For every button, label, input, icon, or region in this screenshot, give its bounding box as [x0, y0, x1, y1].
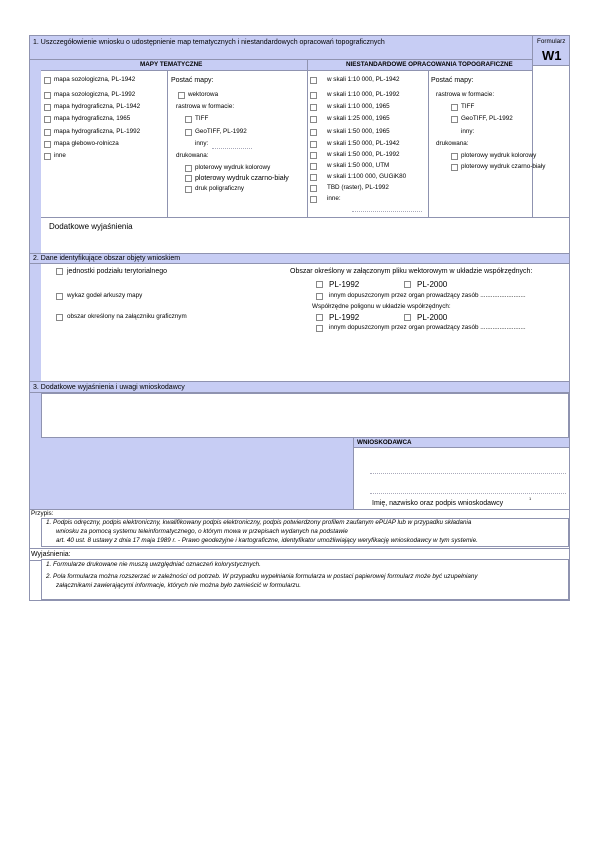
topo-tiff-label: TIFF [461, 103, 475, 110]
section3-header [30, 381, 569, 393]
checkbox-sheets[interactable] [56, 293, 63, 300]
topo-item: w skali 1:100 000, GUGiK80 [327, 173, 407, 180]
topo-item: w skali 1:25 000, 1965 [327, 115, 390, 122]
checkbox-maps-1[interactable] [44, 92, 51, 99]
checkbox-maps-2[interactable] [44, 104, 51, 111]
topo-item: w skali 1:10 000, PL-1942 [327, 76, 400, 83]
section2-title: 2. Dane identyfikujące obszar objęty wnioskiem [33, 255, 181, 262]
vline-topo-split [428, 71, 429, 217]
vline-mid [307, 71, 308, 217]
section1-header [30, 36, 532, 60]
maps-header: MAPY TEMATYCZNE [140, 61, 203, 68]
przypis-line-3: art. 40 ust. 8 ustawy z dnia 17 maja 1989 r. - Prawo geodezyjne i kartograficzne, identyfikator umożliwiający weryfikację wnioskodawcy w tym systemie. [56, 537, 478, 544]
checkbox-pl2000[interactable] [404, 281, 411, 288]
signature-line-2 [370, 493, 566, 494]
units-label: jednostki podziału terytorialnego [67, 268, 168, 275]
maps-header-cell [41, 60, 307, 71]
other-system-b-label: innym dopuszczonym przez organ prowadzący zasób .......................... [329, 324, 526, 331]
topo-plot-color-label: ploterowy wydruk kolorowy [461, 152, 537, 159]
topo-item: TBD (raster), PL-1992 [327, 184, 389, 191]
checkbox-topo-3[interactable] [310, 116, 317, 123]
signature-label: Imię, nazwisko oraz podpis wnioskodawcy [372, 500, 504, 507]
checkbox-units[interactable] [56, 268, 63, 275]
maps-other-label: inny: [195, 140, 209, 147]
pl2000-b-label: PL-2000 [417, 313, 448, 322]
checkbox-tiff[interactable] [185, 116, 192, 123]
left-margin-strip-3 [30, 393, 41, 438]
checkbox-maps-0[interactable] [44, 77, 51, 84]
topo-header-cell [307, 60, 532, 71]
section1-content-right [532, 66, 569, 217]
maps-plot-bw-label: ploterowy wydruk czarno-biały [195, 175, 289, 182]
przypis-title: Przypis: [31, 510, 54, 517]
topo-form-title: Postać mapy: [431, 77, 474, 84]
topo-item: w skali 1:50 000, 1965 [327, 128, 390, 135]
form-label: Formularz [537, 38, 566, 45]
checkbox-maps-6[interactable] [44, 153, 51, 160]
checkbox-attachment[interactable] [56, 314, 63, 321]
checkbox-topo-8[interactable] [310, 174, 317, 181]
wyjasnienia-line-1: 1. Formularze drukowane nie muszą uwzględniać oznaczeń kolorystycznych. [46, 561, 261, 568]
maps-raster-label: rastrowa w formacie: [176, 103, 235, 110]
checkbox-poly[interactable] [185, 186, 192, 193]
topo-other-label: inny: [461, 128, 475, 135]
checkbox-topo-0[interactable] [310, 77, 317, 84]
checkbox-maps-4[interactable] [44, 129, 51, 136]
signature-line-1 [370, 473, 566, 474]
topo-raster-label: rastrowa w formacie: [436, 91, 495, 98]
checkbox-pl1992[interactable] [316, 281, 323, 288]
polygon-coords-label: Współrzędne poligonu w układzie współrzędnych: [312, 303, 451, 310]
maps-item: mapa hydrograficzna, PL-1992 [54, 128, 141, 135]
checkbox-topo-plot-bw[interactable] [451, 164, 458, 171]
extra-explanations-label: Dodatkowe wyjaśnienia [49, 222, 133, 231]
other-system-label: innym dopuszczonym przez organ prowadzący zasób .......................... [329, 292, 526, 299]
section3-textarea[interactable] [41, 393, 569, 438]
topo-item: w skali 1:10 000, PL-1992 [327, 91, 400, 98]
maps-item: mapa sozologiczna, PL-1992 [54, 91, 136, 98]
maps-poly-label: druk poligraficzny [195, 185, 244, 192]
left-margin-strip-2 [30, 264, 41, 381]
maps-vector-label: wektorowa [188, 91, 219, 98]
topo-item: w skali 1:50 000, PL-1992 [327, 151, 400, 158]
maps-item: mapa sozologiczna, PL-1942 [54, 76, 136, 83]
pl2000-label: PL-2000 [417, 280, 448, 289]
applicant-left-area [30, 438, 353, 509]
maps-tiff-label: TIFF [195, 115, 209, 122]
topo-geotiff-label: GeoTIFF, PL-1992 [461, 115, 513, 122]
przypis-line-2: wniosku za pomocą systemu teleinformatycznego, o którym mowa w przepisach wydanych na podstawie [56, 528, 348, 535]
topo-item: inne: [327, 195, 341, 202]
checkbox-topo-4[interactable] [310, 129, 317, 136]
topo-item: w skali 1:50 000, UTM [327, 162, 390, 169]
checkbox-maps-3[interactable] [44, 116, 51, 123]
maps-item: mapa hydrograficzna, 1965 [54, 115, 131, 122]
checkbox-topo-5[interactable] [310, 141, 317, 148]
section3-title: 3. Dodatkowe wyjaśnienia i uwagi wnioskodawcy [33, 384, 185, 391]
maps-item: mapa hydrograficzna, PL-1942 [54, 103, 141, 110]
checkbox-other-system-b[interactable] [316, 325, 323, 332]
pl1992-label: PL-1992 [329, 280, 360, 289]
checkbox-topo-10[interactable] [310, 196, 317, 203]
checkbox-topo-geotiff[interactable] [451, 116, 458, 123]
pl1992-b-label: PL-1992 [329, 313, 360, 322]
checkbox-topo-6[interactable] [310, 152, 317, 159]
attachment-label: obszar określony na załączniku graficznym [67, 313, 187, 320]
checkbox-topo-2[interactable] [310, 104, 317, 111]
applicant-title: WNIOSKODAWCA [357, 439, 412, 446]
section1-title: 1. Uszczegółowienie wniosku o udostępnienie map tematycznych i niestandardowych opracowań topograficznych [33, 39, 385, 46]
extra-explanations-box[interactable] [41, 218, 569, 253]
checkbox-topo-tiff[interactable] [451, 104, 458, 111]
left-margin-strip [30, 60, 41, 253]
form-code: W1 [542, 48, 562, 63]
topo-other-field[interactable] [352, 211, 422, 212]
maps-form-title: Postać mapy: [171, 77, 214, 84]
section2-content [41, 264, 569, 381]
checkbox-geotiff[interactable] [185, 129, 192, 136]
checkbox-maps-5[interactable] [44, 141, 51, 148]
checkbox-pl2000-b[interactable] [404, 314, 411, 321]
checkbox-topo-plot-color[interactable] [451, 153, 458, 160]
topo-item: w skali 1:10 000, 1965 [327, 103, 390, 110]
checkbox-pl1992-b[interactable] [316, 314, 323, 321]
checkbox-plot-bw[interactable] [185, 175, 192, 182]
maps-other-field[interactable] [212, 148, 252, 149]
sheets-label: wykaz godeł arkuszy mapy [67, 292, 143, 299]
wyjasnienia-line-3: załącznikami zawierającymi informacje, których nie można było zamieścić w formularzu. [56, 582, 301, 589]
hline-przypis-top [30, 509, 569, 510]
maps-item: inne [54, 152, 66, 159]
checkbox-vector[interactable] [178, 92, 185, 99]
signature-footnote-mark: 1 [529, 496, 532, 501]
wyjasnienia-line-2: 2. Pola formularza można rozszerzać w zależności od potrzeb. W przypadku wypełniania formularza w postaci papierowej formularz może być uzupełniany [46, 573, 478, 580]
topo-plot-bw-label: ploterowy wydruk czarno-biały [461, 163, 546, 170]
wyjasnienia-title: Wyjaśnienia: [31, 551, 71, 558]
form-code-box [532, 36, 569, 66]
maps-plot-color-label: ploterowy wydruk kolorowy [195, 164, 271, 171]
topo-header: NIESTANDARDOWE OPRACOWANIA TOPOGRAFICZNE [346, 61, 513, 68]
topo-item: w skali 1:50 000, PL-1942 [327, 140, 400, 147]
checkbox-topo-7[interactable] [310, 163, 317, 170]
maps-item: mapa glebowo-rolnicza [54, 140, 119, 147]
checkbox-topo-1[interactable] [310, 92, 317, 99]
section2-header [30, 253, 569, 264]
maps-geotiff-label: GeoTIFF, PL-1992 [195, 128, 247, 135]
topo-printed-label: drukowana: [436, 140, 469, 147]
applicant-header [353, 438, 569, 448]
checkbox-other-system[interactable] [316, 293, 323, 300]
vline-maps-split [167, 71, 168, 217]
vline-right [532, 60, 533, 217]
file-area-label: Obszar określony w załączonym pliku wektorowym w układzie współrzędnych: [290, 268, 533, 275]
przypis-line-1: 1. Podpis odręczny, podpis elektroniczny, kwalifikowany podpis elektroniczny, podpis potwierdzony profilem zaufanym ePUAP lub w przypadku składania [46, 519, 472, 526]
maps-printed-label: drukowana: [176, 152, 209, 159]
checkbox-plot-color[interactable] [185, 165, 192, 172]
checkbox-topo-9[interactable] [310, 185, 317, 192]
